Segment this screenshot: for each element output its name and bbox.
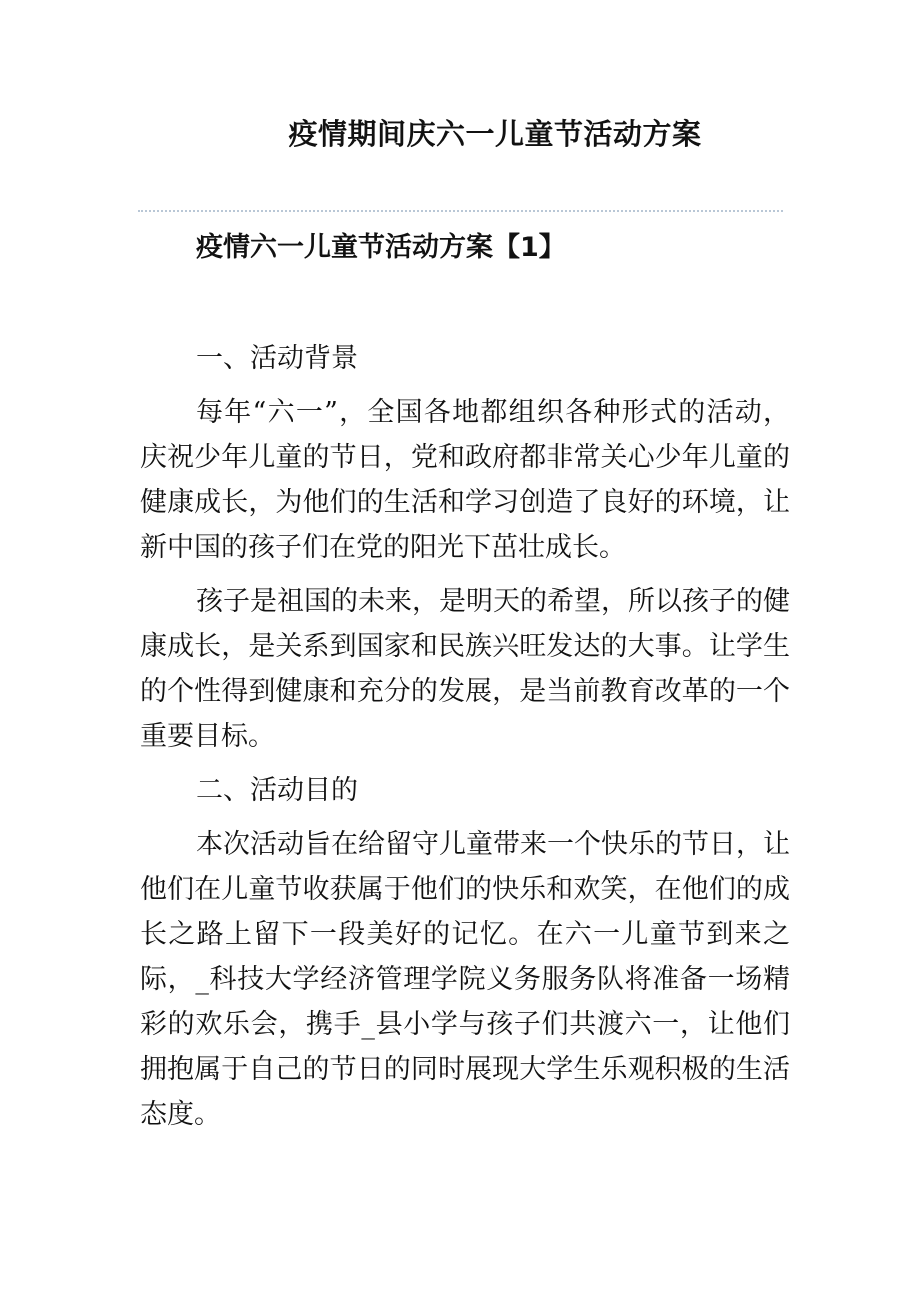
section-title: 疫情六一儿童节活动方案【1】 (196, 232, 566, 263)
paragraph-background-1: 每年“六一”，全国各地都组织各种形式的活动，庆祝少年儿童的节日，党和政府都非常关心少年儿童的健康成长，为他们的生活和学习创造了良好的环境，让新中国的孩子们在党的阳光下茁壮成长。 (140, 397, 790, 563)
title-divider (138, 210, 783, 212)
document-body (140, 336, 790, 1146)
paragraph-background-2: 孩子是祖国的未来，是明天的希望，所以孩子的健康成长，是关系到国家和民族兴旺发达的大事。让学生的个性得到健康和充分的发展，是当前教育改革的一个重要目标。 (140, 586, 790, 752)
section-heading-background: 一、活动背景 (196, 343, 358, 374)
section-heading-purpose: 二、活动目的 (196, 775, 358, 806)
paragraph-purpose-1: 本次活动旨在给留守儿童带来一个快乐的节日，让他们在儿童节收获属于他们的快乐和欢笑，在他们的成长之路上留下一段美好的记忆。在六一儿童节到来之际，_科技大学经济管理学院义务服务队将准备一场精彩的欢乐会，携手_县小学与孩子们共渡六一，让他们拥抱属于自己的节日的同时展现大学生乐观积极的生活态度。 (140, 829, 790, 1130)
document-title: 疫情期间庆六一儿童节活动方案 (288, 117, 702, 151)
